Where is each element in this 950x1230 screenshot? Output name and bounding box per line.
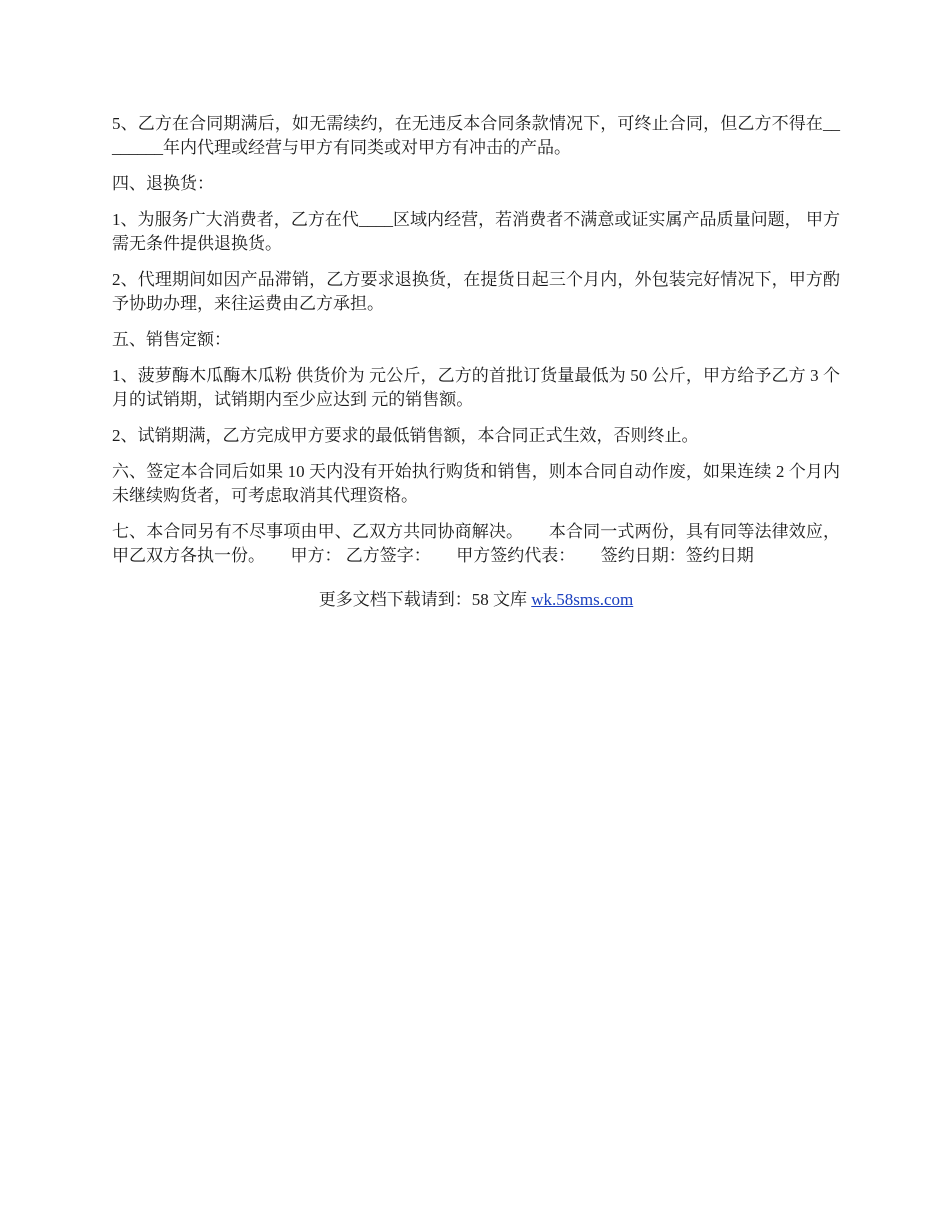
clause-returns-1: 1、为服务广大消费者，乙方在代____区域内经营，若消费者不满意或证实属产品质量问题， 甲方需无条件提供退换货。	[112, 210, 840, 253]
section-heading-returns: 四、退换货：	[112, 174, 214, 193]
download-footer	[112, 588, 840, 612]
section-six-execution: 六、签定本合同后如果 10 天内没有开始执行购货和销售，则本合同自动作废，如果连续 2 个月内未继续购货者，可考虑取消其代理资格。	[112, 462, 840, 505]
section-heading-sales-quota: 五、销售定额：	[112, 330, 231, 349]
clause-sales-quota-2: 2、试销期满，乙方完成甲方要求的最低销售额，本合同正式生效，否则终止。	[112, 426, 699, 445]
clause-returns-2: 2、代理期间如因产品滞销，乙方要求退换货，在提货日起三个月内，外包装完好情况下，甲方酌予协助办理，来往运费由乙方承担。	[112, 270, 840, 313]
footer-link[interactable]: wk.58sms.com	[531, 590, 634, 609]
footer-text: 更多文档下载请到：58 文库	[318, 590, 532, 609]
clause-sales-quota-1: 1、菠萝酶木瓜酶木瓜粉 供货价为 元公斤，乙方的首批订货量最低为 50 公斤，甲方给予乙方 3 个月的试销期，试销期内至少应达到 元的销售额。	[112, 366, 840, 409]
section-seven-signatures: 七、本合同另有不尽事项由甲、乙双方共同协商解决。 本合同一式两份，具有同等法律效应，甲乙双方各执一份。 甲方： 乙方签字： 甲方签约代表： 签约日期：签约日期	[112, 522, 840, 565]
document-page	[112, 112, 840, 612]
clause-5-renewal: 5、乙方在合同期满后，如无需续约，在无违反本合同条款情况下，可终止合同，但乙方不得在________年内代理或经营与甲方有同类或对甲方有冲击的产品。	[112, 114, 840, 157]
